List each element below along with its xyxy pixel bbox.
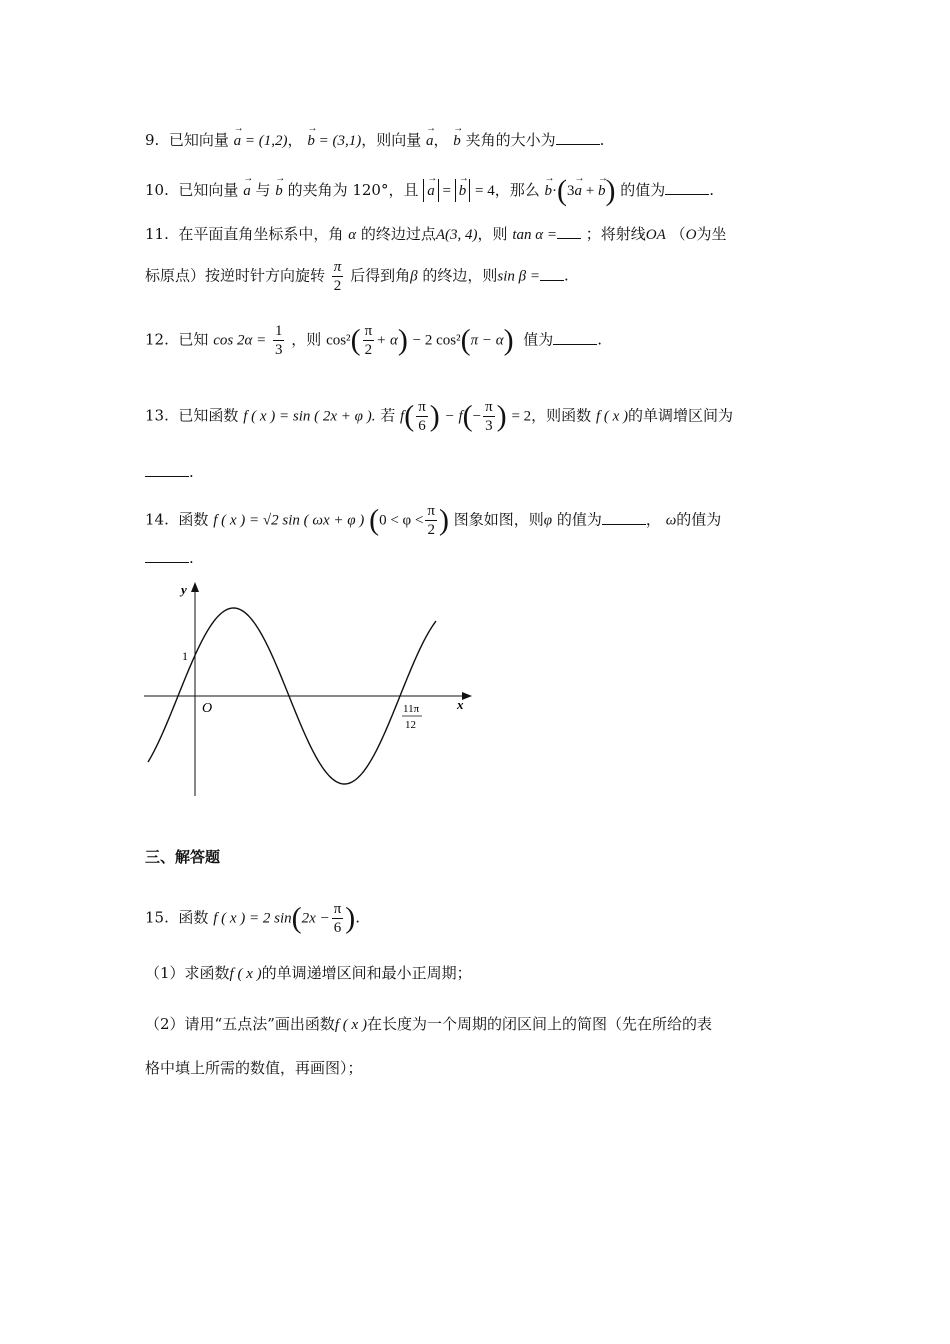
x-tick-numerator: 11π [403,703,420,715]
sine-graph [140,578,480,803]
origin-label: O [202,701,213,716]
y-axis-label: y [181,582,187,597]
fraction-pi-over-2: $\frac{\pi}{2}$ [333,259,342,294]
vector-a-eq: → a = (1,2) [234,131,288,151]
question-15: 15. 函数 f ( x ) = 2 sin(2x − $\frac{\pi}{6}$ ). [145,901,361,936]
answer-blank [553,330,597,345]
answer-blank [145,548,189,563]
x-axis-arrow [462,692,472,700]
question-13-blank: . [145,462,194,482]
question-15-part-2: （2）请用“五点法”画出函数f ( x )在长度为一个周期的闭区间上的简图（先在所给的表 [145,1015,712,1033]
question-14: 14. 函数 f ( x ) = √2 sin ( ωx + φ ) (0 < φ < $\frac{\pi}{2}$ ) 图象如图，则φ 的值为 ， ω的值为 [145,503,722,538]
q9-number: 9. [145,131,160,149]
x-tick-denominator: 12 [405,719,416,731]
section-title: 三、解答题 [145,848,221,866]
x-axis-label: x [457,697,464,712]
y-axis-arrow [191,582,199,592]
question-15-part-1: （1）求函数f ( x )的单调递增区间和最小正周期； [145,964,472,982]
answer-blank [540,266,564,281]
question-11: 11. 在平面直角坐标系中，角 α 的终边过点A(3, 4)，则 tan α = ；将射线OA （O为坐 [145,225,727,243]
answer-blank [665,180,709,195]
answer-blank [556,130,600,145]
question-15-part-2-cont: 格中填上所需的数值，再画图）； [145,1059,363,1077]
y-tick-one: 1 [182,649,188,663]
vector-b-eq: → b = (3,1) [307,131,361,151]
abs-b: → b [455,179,471,202]
abs-a: → a [423,179,439,202]
answer-blank [145,462,189,477]
question-12: 12. 已知 cos 2α = $\frac{1}{3}$ ，则 cos²( $\frac{\pi}{2}$ + α) − 2 cos²(π − α) 值为 . [145,323,602,358]
answer-blank [602,510,646,525]
question-11-cont: 标原点）按逆时针方向旋转 $\frac{\pi}{2}$ 后得到角β 的终边，则sin β = . [145,259,569,294]
question-9: 9. 已知向量 → a = (1,2)， → b = (3,1)，则向量 → a， → b 夹角的大小为 . [145,130,604,151]
question-13: 13. 已知函数 f ( x ) = sin ( 2x + φ ). 若 f( $\frac{\pi}{6}$ ) − f(− $\frac{\pi}{3}$ ) = 2，则函数 f ( x )的单调增区间为 [145,399,734,434]
question-10: 10. 已知向量 → a 与 → b 的夹角为 120°，且 → a = → b = 4，那么 → b·(3→ a + → b) 的值为 . [145,179,714,202]
answer-blank [557,224,581,239]
question-14-blank: . [145,548,194,568]
